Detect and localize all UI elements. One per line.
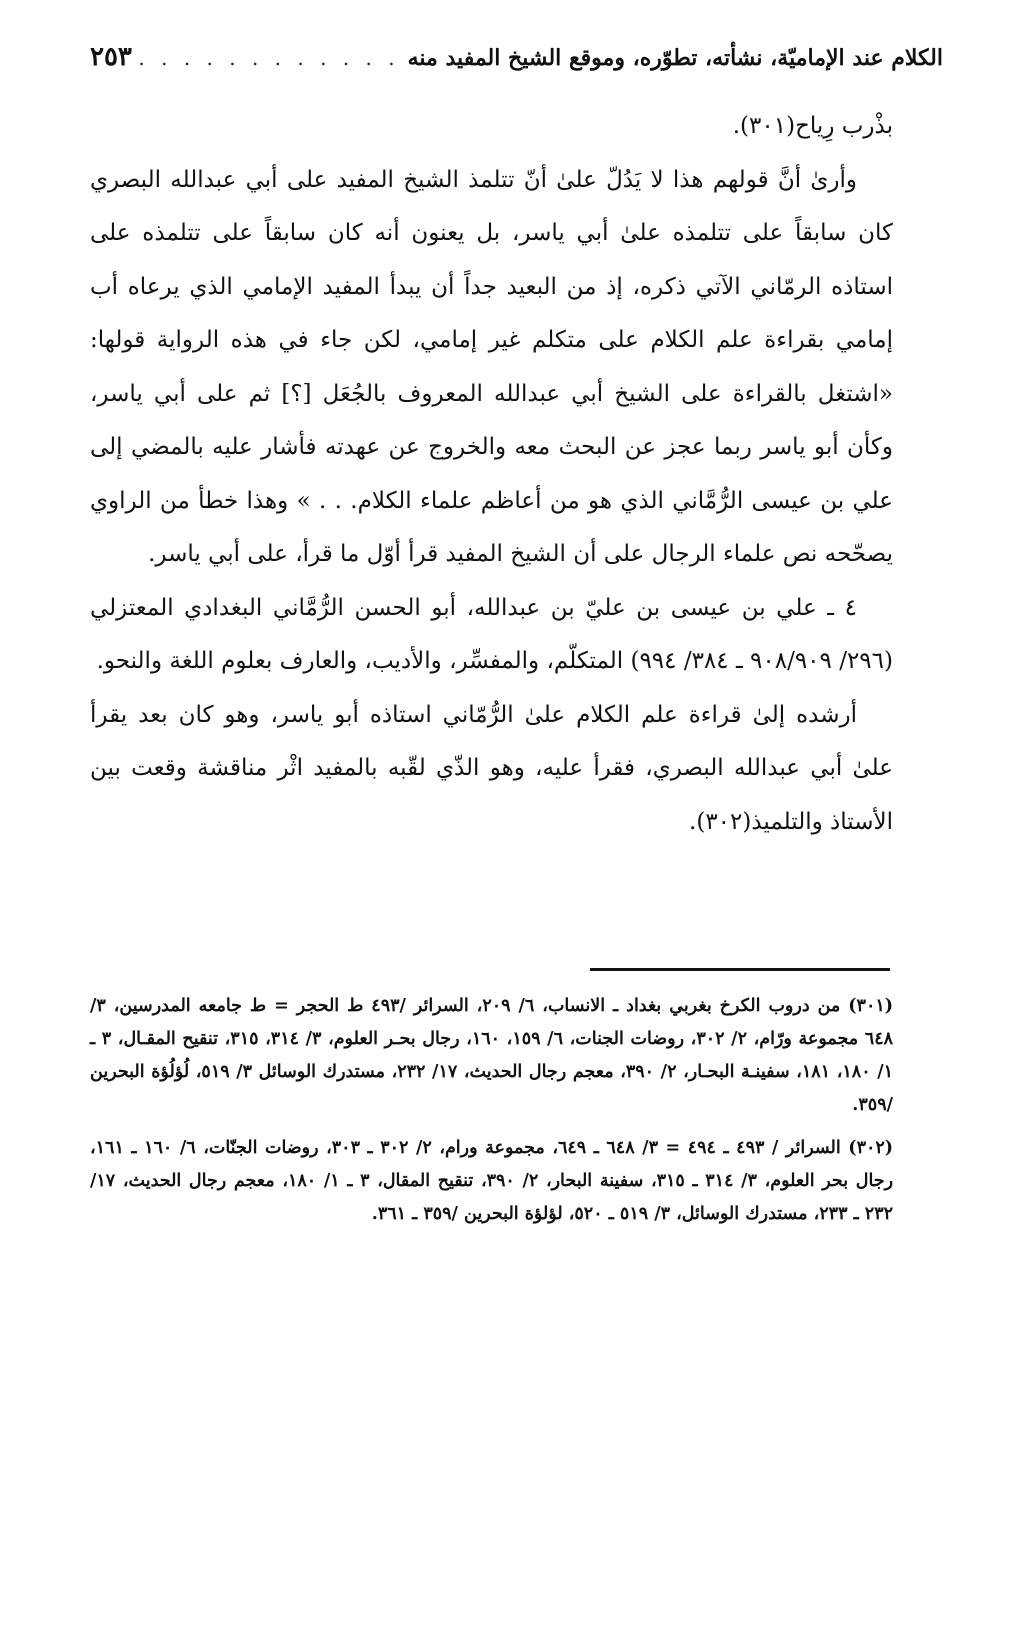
paragraph: أرشده إلىٰ قراءة علم الكلام علىٰ الرُّمّاني استاذه أبو ياسر، وهو كان بعد يقرأ علىٰ أبي عبدالله البصري، فقرأ عليه، وهو الذّي لقّبه بالمفيد اثْر مناقشة وقعت بين الأستاذ والتلميذ(٣٠٢). (90, 701, 893, 835)
footnote-marker: (٣٠١) (848, 996, 894, 1016)
paragraph: وأرىٰ أنَّ قولهم هذا لا يَدُلّ علىٰ أنّ تتلمذ الشيخ المفيد على أبي عبدالله البصري كان سابقاً على تتلمذه علىٰ أبي ياسر، بل يعنون أنه كان سابقاً على تتلمذه على استاذه الرمّاني الآتي ذكره، إذ من البعيد جداً أن يبدأ المفيد الإمامي الذي يرعاه أب إمامي بقراءة علم الكلام على متكلم غير إمامي، لكن جاء في هذه الرواية قولها: «اشتغل بالقراءة على الشيخ أبي عبدالله المعروف بالجُعَل [؟] ثم على أبي ياسر، وكأن أبو ياسر ربما عجز عن البحث معه والخروج عن عهدته فأشار عليه بالمضي إلى علي بن عيسى الرُّمَّاني الذي هو من أعاظم علماء الكلام. . . » وهذا خطأ من الراوي يصحّحه نص علماء الرجال على أن الشيخ المفيد قرأ أوّل ما قرأ، على أبي ياسر. (90, 166, 893, 567)
footnote-separator (590, 968, 890, 971)
page-number: ٢٥٣ (90, 42, 132, 72)
footnote (90, 990, 893, 1122)
footnotes (90, 990, 893, 1241)
paragraph-continuation: بذْرب رِياح(٣٠١). (732, 113, 893, 139)
footnote-text: السرائر / ٤٩٣ ـ ٤٩٤ = ٣/ ٦٤٨ ـ ٦٤٩، مجموعة ورام، ٢/ ٣٠٢ ـ ٣٠٣، روضات الجنّات، ٦/ ١٦٠ ـ ١٦١، رجال بحر العلوم، ٣/ ٣١٤ ـ ٣١٥، سفينة البحار، ٢/ ٣٩٠، تنقيح المقال، ٣ ـ ١/ ١٨٠، معجم رجال الحديث، ١٧/ ٢٣٢ ـ ٢٣٣، مستدرك الوسائل، ٣/ ٥١٩ ـ ٥٢٠، لؤلؤة البحرين /٣٥٩ ـ ٣٦١. (90, 1138, 894, 1224)
footnote-text: من دروب الكرخ بغربي بغداد ـ الانساب، ٦/ ٢٠٩، السرائر /٤٩٣ ط الحجر = ط جامعه المدرسين، ٣/ ٦٤٨ مجموعة ورّام، ٢/ ٣٠٢، روضات الجنات، ٦/ ١٥٩، ١٦٠، رجال بحـر العلوم، ٣/ ٣١٤، ٣١٥، تنقيح المقـال، ٣ ـ ١/ ١٨٠، ١٨١، سفينـة البحـار، ٢/ ٣٩٠، معجم رجال الحديث، ١٧/ ٢٣٢، مستدرك الوسائل ٣/ ٥١٩، لُؤلُؤة البحرين /٣٥٩. (90, 996, 894, 1115)
header-title: الكلام عند الإماميّة، نشأته، تطوّره، وموقع الشيخ المفيد منه (407, 45, 943, 71)
footnote (90, 1132, 893, 1231)
paragraph: ٤ ـ علي بن عيسى بن عليّ بن عبدالله، أبو الحسن الرُّمَّاني البغدادي المعتزلي (٢٩٦/ ٩٠٨/٩٠٩ ـ ٣٨٤/ ٩٩٤) المتكلّم، والمفسِّر، والأديب، والعارف بعلوم اللغة والنحو. (90, 594, 893, 674)
running-header (90, 42, 943, 88)
main-text (90, 100, 893, 849)
footnote-marker: (٣٠٢) (848, 1138, 894, 1158)
header-dot-leader (132, 46, 408, 70)
